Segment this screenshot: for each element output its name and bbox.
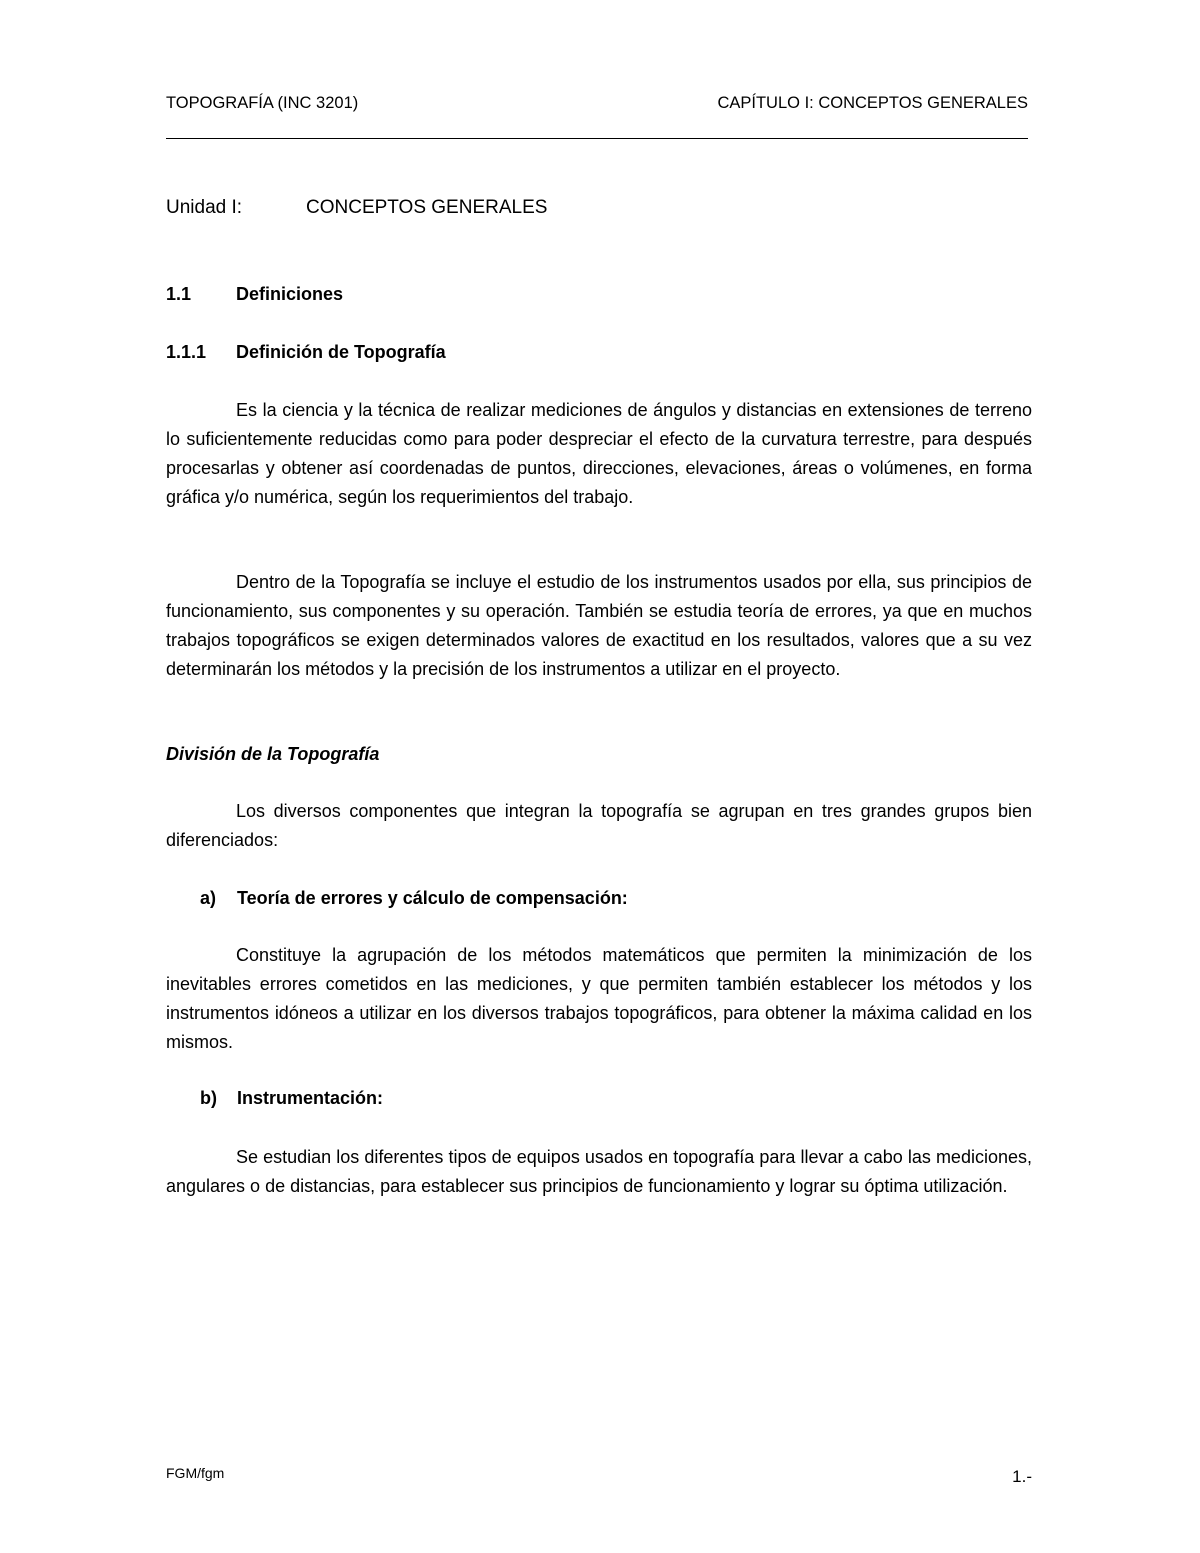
division-heading: División de la Topografía	[166, 744, 380, 764]
item-a-marker: a)	[200, 888, 217, 908]
footer-initials: FGM/fgm	[166, 1465, 225, 1481]
paragraph-definition: Es la ciencia y la técnica de realizar mediciones de ángulos y distancias en extensiones de terreno lo suficientemente reducidas como para poder despreciar el efecto de la curvatura terrestre, para después procesarlas y obtener así coordenadas de puntos, direcciones, elevaciones, áreas o volúmenes, en forma gráfica y/o numérica, según los requerimientos del trabajo.	[166, 400, 1032, 507]
page-header	[166, 94, 1028, 120]
item-a-text: Constituye la agrupación de los métodos matemáticos que permiten la minimización de los inevitables errores cometidos en las mediciones, y que permiten también establecer los métodos y los instrumentos idóneos a utilizar en los diversos trabajos topográficos, para obtener la máxima calidad en los mismos.	[166, 945, 1032, 1052]
item-b-title: Instrumentación:	[237, 1088, 384, 1108]
section-title: Definiciones	[236, 284, 344, 304]
item-b-text: Se estudian los diferentes tipos de equipos usados en topografía para llevar a cabo las mediciones, angulares o de distancias, para establecer sus principios de funcionamiento y lograr su óptima utilización.	[166, 1147, 1032, 1196]
section-number: 1.1	[166, 284, 192, 304]
unit-name: CONCEPTOS GENERALES	[306, 197, 548, 218]
item-a-title: Teoría de errores y cálculo de compensación:	[237, 888, 628, 908]
page-number: 1.-	[1012, 1467, 1032, 1486]
subsection-number: 1.1.1	[166, 342, 207, 362]
header-course: TOPOGRAFÍA (INC 3201)	[166, 94, 359, 112]
unit-label: Unidad I:	[166, 197, 243, 218]
header-divider	[166, 138, 1028, 139]
subsection-title: Definición de Topografía	[236, 342, 446, 362]
header-chapter: CAPÍTULO I: CONCEPTOS GENERALES	[717, 94, 1028, 112]
item-b-marker: b)	[200, 1088, 217, 1108]
paragraph-division: Los diversos componentes que integran la topografía se agrupan en tres grandes grupos bien diferenciados:	[166, 801, 1032, 850]
paragraph-instruments: Dentro de la Topografía se incluye el estudio de los instrumentos usados por ella, sus principios de funcionamiento, sus componentes y su operación. También se estudia teoría de errores, ya que en muchos trabajos topográficos se exigen determinados valores de exactitud en los resultados, valores que a su vez determinarán los métodos y la precisión de los instrumentos a utilizar en el proyecto.	[166, 572, 1032, 679]
